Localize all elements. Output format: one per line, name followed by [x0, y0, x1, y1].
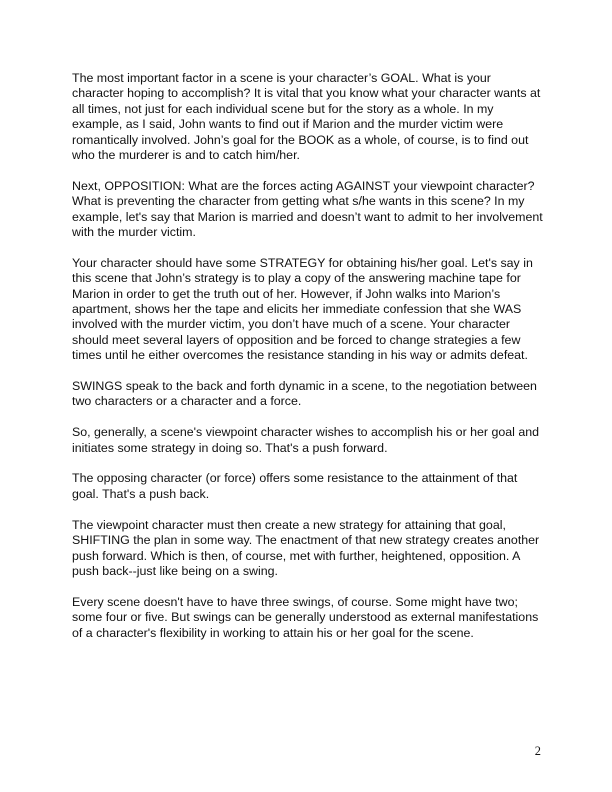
body-text — [72, 71, 544, 656]
paragraph-strategy: Your character should have some STRATEGY for obtaining his/her goal. Let's say in this scene that John’s strategy is to play a copy of the answering machine tape for Marion in order to get the truth out of her. However, if John walks into Marion’s apartment, shows her the tape and elicits her immediate confession that she WAS involved with the murder victim, you don’t have much of a scene. Your character should meet several layers of opposition and be forced to change strategies a few times until he either overcomes the resistance standing in his way or admits defeat. — [72, 255, 533, 363]
page-number: 2 — [534, 744, 541, 758]
paragraph-opposition: Next, OPPOSITION: What are the forces acting AGAINST your viewpoint character? What is preventing the character from getting what s/he wants in this scene? In my example, let's say that Marion is married and doesn’t want to admit to her involvement with the murder victim. — [72, 178, 543, 240]
paragraph-swing-count: Every scene doesn't have to have three swings, of course. Some might have two; some four or five. But swings can be generally understood as external manifestations of a character's flexibility in working to attain his or her goal for the scene. — [72, 594, 539, 640]
paragraph-push-back: The opposing character (or force) offers some resistance to the attainment of that goal. That's a push back. — [72, 471, 518, 501]
paragraph-swings: SWINGS speak to the back and forth dynamic in a scene, to the negotiation between two characters or a character and a force. — [72, 379, 537, 409]
paragraph-new-strategy: The viewpoint character must then create a new strategy for attaining that goal, SHIFTING the plan in some way. The enactment of that new strategy creates another push forward. Which is then, of course, met with further, heightened, opposition. A push back--just like being on a swing. — [72, 517, 540, 578]
paragraph-goal: The most important factor in a scene is your character’s GOAL. What is your character hoping to accomplish? It is vital that you know what your character wants at all times, not just for each individual scene but for the story as a whole. In my example, as I said, John wants to find out if Marion and the murder victim were romantically involved. John’s goal for the BOOK as a whole, of course, is to find out who the murderer is and to catch him/her. — [72, 71, 541, 163]
paragraph-push-forward: So, generally, a scene's viewpoint character wishes to accomplish his or her goal and initiates some strategy in doing so. That's a push forward. — [72, 425, 540, 455]
